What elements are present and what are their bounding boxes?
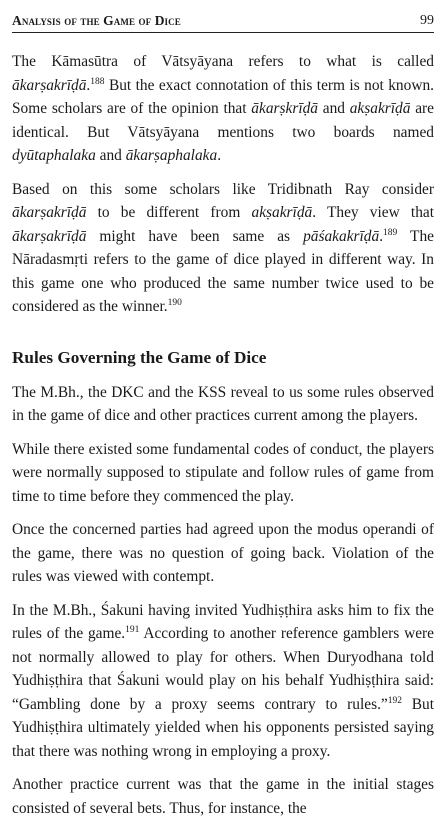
paragraph: In the M.Bh., Śakuni having invited Yudhiṣṭhira asks him to fix the rules of the game.$^{191}$ According to another reference gamblers were not normally allowed to play for others. When Duryodhana told Yudhiṣṭhira that Śakuni would play on his behalf Yudhiṣṭhira said: “Gambling done by a proxy seems contrary to rules.”$^{192}$ But Yudhiṣṭhira ultimately yielded when his opponents persisted saying that there was nothing wrong in employing a proxy. [12,599,434,764]
body-text [12,50,434,820]
paragraph: The M.Bh., the DKC and the KSS reveal to us some rules observed in the game of dice and other practices current among the players. [12,381,434,428]
section-paragraphs [12,381,434,820]
page-number: 99 [420,13,434,32]
paragraph: Once the concerned parties had agreed upon the modus operandi of the game, there was no question of going back. Violation of the rules was viewed with contempt. [12,518,434,589]
intro-paragraphs [12,50,434,319]
page-header [12,6,434,33]
section-heading: Rules Governing the Game of Dice [12,347,434,369]
paragraph: Based on this some scholars like Tridibnath Ray consider ākarṣakrīḍā to be different from akṣakrīḍā. They view that ākarṣakrīḍā might have been same as pāśakakrīḍā.$^{189}$ The Nāradasmṛti refers to the game of dice played in different way. In this game one who produced the same number twice used to be considered as the winner.$^{190}$ [12,178,434,319]
paragraph: While there existed some fundamental codes of conduct, the players were normally supposed to stipulate and follow rules of game from time to time before they commenced the play. [12,438,434,509]
book-page [0,6,446,806]
paragraph: The Kāmasūtra of Vātsyāyana refers to what is called ākarṣakrīḍā.$^{188}$ But the exact connotation of this term is not known. Some scholars are of the opinion that ākarṣkrīḍā and akṣakrīḍā are identical. But Vātsyāyana mentions two boards named dyūtaphalaka and ākarṣaphalaka. [12,50,434,168]
running-title: Analysis of the Game of Dice [12,13,181,32]
paragraph: Another practice current was that the game in the initial stages consisted of several bets. Thus, for instance, the [12,773,434,820]
